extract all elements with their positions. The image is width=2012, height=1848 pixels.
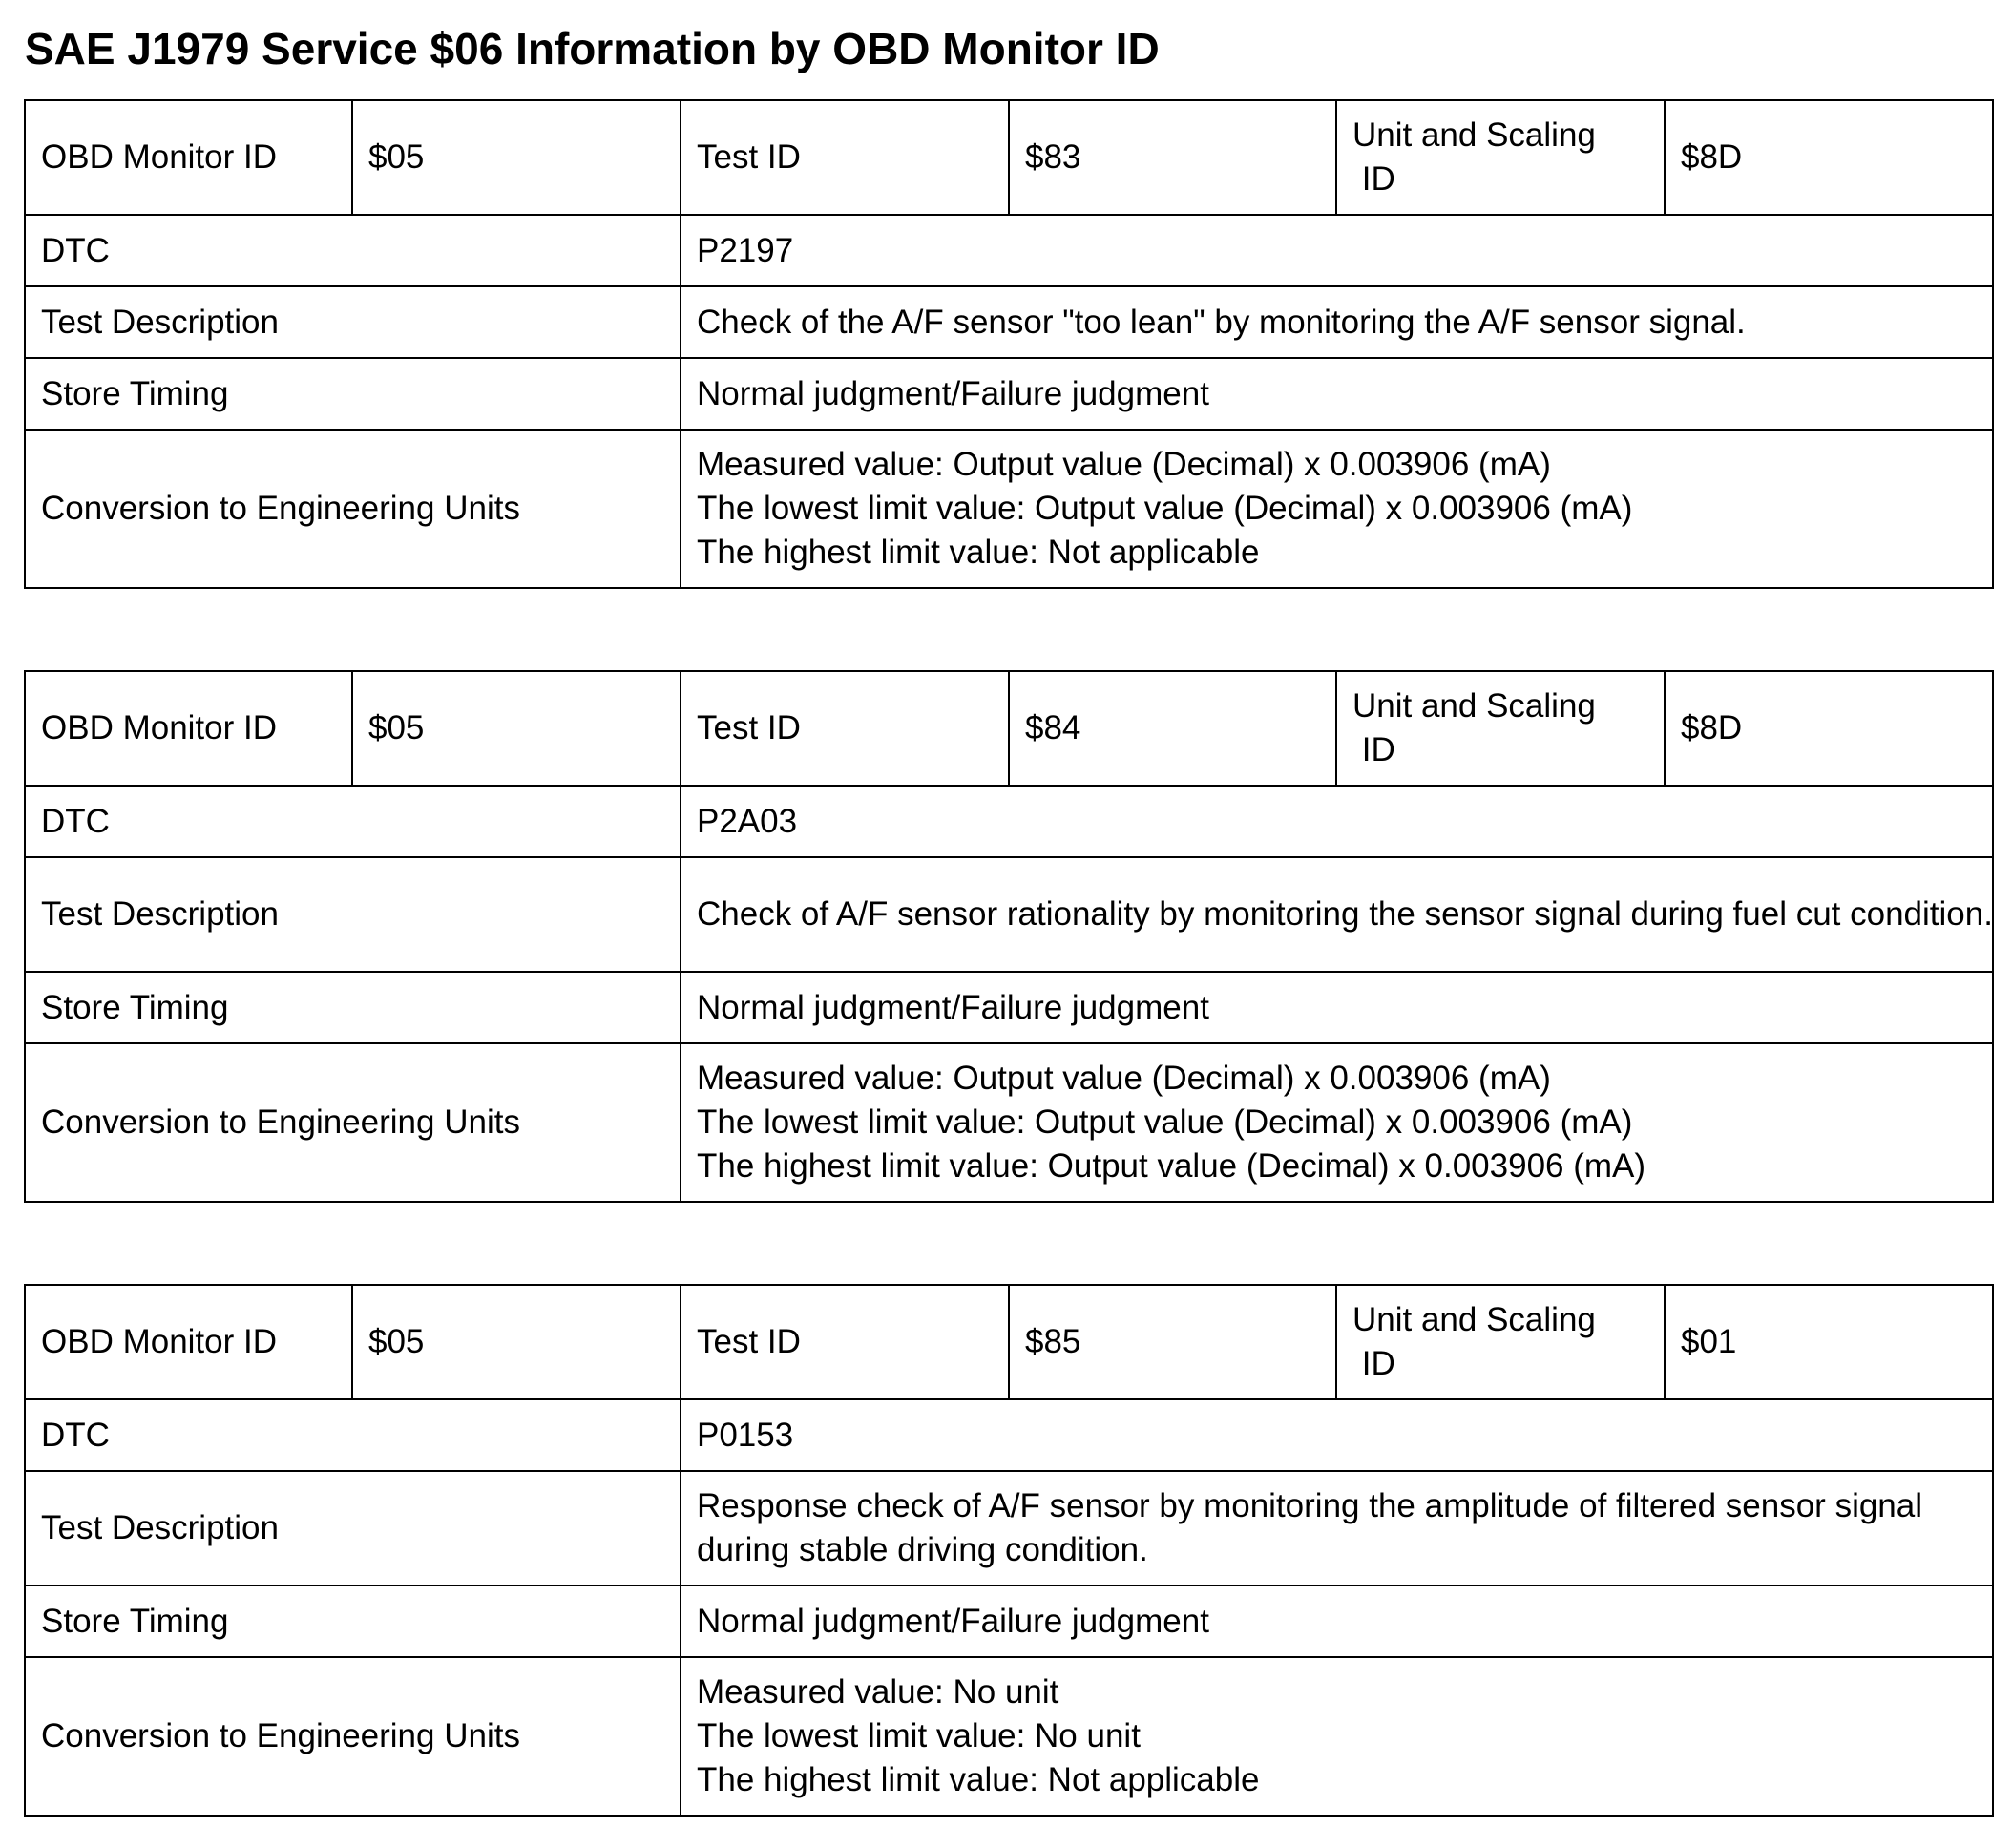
obd-monitor-id-value: $05 (352, 1285, 681, 1399)
store-timing-value: Normal judgment/Failure judgment (681, 1586, 1993, 1657)
test-id-value: $84 (1009, 671, 1336, 786)
unit-scaling-id-value: $01 (1665, 1285, 1993, 1399)
store-timing-label: Store Timing (25, 1586, 681, 1657)
obd-monitor-id-label: OBD Monitor ID (25, 100, 352, 215)
conversion-line-highest: The highest limit value: Not applicable (697, 534, 1260, 571)
test-description-text: Check of A/F sensor rationality by monitoring the sensor signal during fuel cut condition. (697, 895, 1993, 933)
store-timing-value: Normal judgment/Failure judgment (681, 972, 1993, 1043)
test-description-text: Response check of A/F sensor by monitoring the amplitude of filtered sensor signal during stable driving condition. (697, 1487, 1923, 1568)
conversion-line-highest: The highest limit value: Output value (Decimal) x 0.003906 (mA) (697, 1147, 1646, 1185)
table-row (25, 1471, 1993, 1586)
unit-scaling-label-line1: Unit and Scaling (1352, 116, 1596, 154)
test-id-label: Test ID (681, 1285, 1009, 1399)
unit-scaling-label-line1: Unit and Scaling (1352, 1301, 1596, 1338)
table-row (25, 972, 1993, 1043)
table-row (25, 358, 1993, 430)
conversion-label: Conversion to Engineering Units (25, 430, 681, 588)
unit-scaling-label-line2: ID (1352, 160, 1395, 198)
unit-scaling-label-line2: ID (1352, 731, 1395, 768)
table-row (25, 430, 1993, 588)
test-description-value (681, 857, 1993, 972)
conversion-value (681, 1657, 1993, 1816)
table-row (25, 1285, 1993, 1399)
conversion-line-measured: Measured value: Output value (Decimal) x 0.003906 (mA) (697, 1060, 1551, 1097)
conversion-label: Conversion to Engineering Units (25, 1043, 681, 1202)
store-timing-label: Store Timing (25, 358, 681, 430)
table-row (25, 1657, 1993, 1816)
monitor-table-1 (24, 99, 1994, 589)
dtc-label: DTC (25, 786, 681, 857)
test-id-value: $83 (1009, 100, 1336, 215)
table-row (25, 1586, 1993, 1657)
dtc-value: P2197 (681, 215, 1993, 286)
table-row (25, 857, 1993, 972)
conversion-label: Conversion to Engineering Units (25, 1657, 681, 1816)
obd-monitor-id-label: OBD Monitor ID (25, 1285, 352, 1399)
monitor-table-3 (24, 1284, 1994, 1816)
table-row (25, 671, 1993, 786)
table-row (25, 1399, 1993, 1471)
table-row (25, 1043, 1993, 1202)
table-row (25, 215, 1993, 286)
store-timing-value: Normal judgment/Failure judgment (681, 358, 1993, 430)
test-description-value: Check of the A/F sensor "too lean" by monitoring the A/F sensor signal. (681, 286, 1993, 358)
store-timing-label: Store Timing (25, 972, 681, 1043)
unit-scaling-label-line2: ID (1352, 1345, 1395, 1382)
test-id-label: Test ID (681, 100, 1009, 215)
conversion-line-lowest: The lowest limit value: No unit (697, 1717, 1141, 1754)
test-description-value (681, 1471, 1993, 1586)
unit-scaling-id-label (1336, 100, 1665, 215)
obd-monitor-id-label: OBD Monitor ID (25, 671, 352, 786)
conversion-value (681, 1043, 1993, 1202)
conversion-line-lowest: The lowest limit value: Output value (Decimal) x 0.003906 (mA) (697, 490, 1633, 527)
monitor-table-2 (24, 670, 1994, 1203)
obd-monitor-id-value: $05 (352, 671, 681, 786)
conversion-line-lowest: The lowest limit value: Output value (Decimal) x 0.003906 (mA) (697, 1103, 1633, 1141)
conversion-value (681, 430, 1993, 588)
table-row (25, 100, 1993, 215)
dtc-value: P2A03 (681, 786, 1993, 857)
conversion-line-measured: Measured value: No unit (697, 1673, 1059, 1711)
conversion-line-measured: Measured value: Output value (Decimal) x 0.003906 (mA) (697, 446, 1551, 483)
test-description-label: Test Description (25, 286, 681, 358)
unit-scaling-id-value: $8D (1665, 100, 1993, 215)
test-description-label: Test Description (25, 1471, 681, 1586)
unit-scaling-id-value: $8D (1665, 671, 1993, 786)
unit-scaling-id-label (1336, 1285, 1665, 1399)
page-title: SAE J1979 Service $06 Information by OBD Monitor ID (25, 24, 1160, 74)
unit-scaling-label-line1: Unit and Scaling (1352, 687, 1596, 724)
test-id-value: $85 (1009, 1285, 1336, 1399)
test-id-label: Test ID (681, 671, 1009, 786)
table-row (25, 786, 1993, 857)
unit-scaling-id-label (1336, 671, 1665, 786)
table-row (25, 286, 1993, 358)
obd-monitor-id-value: $05 (352, 100, 681, 215)
dtc-label: DTC (25, 215, 681, 286)
conversion-line-highest: The highest limit value: Not applicable (697, 1761, 1260, 1798)
dtc-label: DTC (25, 1399, 681, 1471)
dtc-value: P0153 (681, 1399, 1993, 1471)
test-description-label: Test Description (25, 857, 681, 972)
